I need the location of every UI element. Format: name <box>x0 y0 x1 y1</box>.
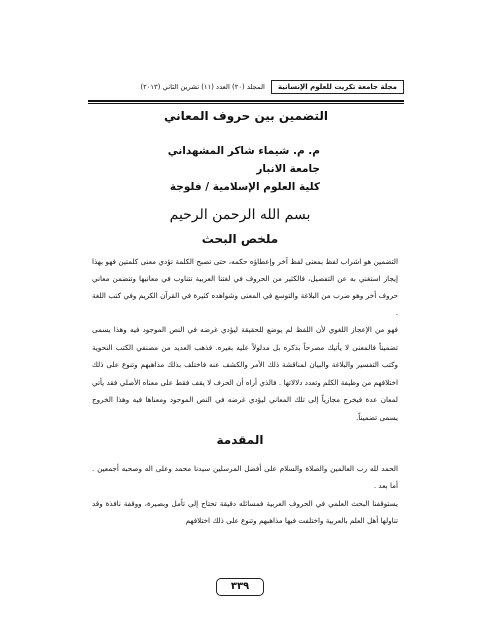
journal-name: مجلة جامعة تكريت للعلوم الإنسانية <box>271 80 404 94</box>
introduction-heading: المقدمة <box>216 433 264 447</box>
introduction-paragraph-2 <box>92 495 398 529</box>
basmala-calligraphy: بسم الله الرحمن الرحيم <box>169 207 311 223</box>
author-name: م. م. شيماء شاكر المشهداني <box>167 145 320 157</box>
header-rule-thin <box>88 103 404 104</box>
page-number: ٣٣٩ <box>216 578 264 596</box>
header-rule-thick <box>88 100 404 102</box>
introduction-paragraph-1 <box>92 460 398 494</box>
author-college: كلية العلوم الإسلامية / فلوجة <box>169 181 320 193</box>
issue-info: المجلد (٢٠) العدد (١١) تشرين الثاني (٢٠١٣) <box>140 83 265 91</box>
author-block <box>168 142 320 196</box>
paper-title: التضمين بين حروف المعاني <box>164 109 328 123</box>
running-header <box>88 76 404 98</box>
introduction-paragraph-2-text: يستوقفنا البحث العلمي في الحروف العربية فمسائله دقيقة تحتاج إلى تأمل وبصيرة، ووقفة نافذة وقد تناولها أهل العلم بالعربية واختلفت فيها مذاهبهم وتنوع على ذلك اختلافهم <box>92 499 398 525</box>
abstract-paragraph-1-text: التضمين هو اشراب لفظ بمعنى لفظ آخر وإعطاؤه حكمه، حتى تصبح الكلمة تؤدي معنى كلمتين فهو بهذا إيجاز استغني به عن التفصيل، فالكثير من الحروف في لغتنا العربية تتناوب في معانيها وتتضمن معاني حروف أخر وهو ضرب من البلاغة والتوسع في المعنى وشواهده كثيرة في القرآن الكريم وفي كتب اللغة . <box>92 257 398 317</box>
author-university: جامعة الانبار <box>256 163 320 175</box>
introduction-paragraph-1-text: الحمد لله رب العالمين والصلاة والسلام على أفضل المرسلين سيدنا محمد وعلى اله وصحبه أجمعين . أما بعد . <box>92 464 398 490</box>
abstract-paragraph-2-text: فهو من الإعجاز اللغوي لأن اللفظ لم يوضع للحقيقة ليؤدي غرضه في النص الموجود فيه وهذا يسمى تضميناً فالمعنى لا يأتيك مصرحاً بذكره بل مدلولاً عليه بغيره. فذهب العديد من مصنفي الكتب النحوية وكتب التفسير والبلاغة والبيان لمناقشة ذلك الأمر والكشف عنه فاختلف بذلك مذاهبهم وتنوع على ذلك اختلافهم من وظيفة الكلم وتعدد دلالاتها . فالذي أراه أن الحرف لا يقف فقط على معناه الأصلي فقد يأتي لمعان عدة فيخرج مجازياً إلى تلك المعاني ليؤدي غرضه في النص الموجود ومعناها فيه وهذا الخروج يسمى تضميناً. <box>92 325 398 422</box>
abstract-heading: ملخص البحث <box>201 232 279 246</box>
abstract-paragraph-2 <box>92 321 398 427</box>
abstract-paragraph-1 <box>92 253 398 321</box>
